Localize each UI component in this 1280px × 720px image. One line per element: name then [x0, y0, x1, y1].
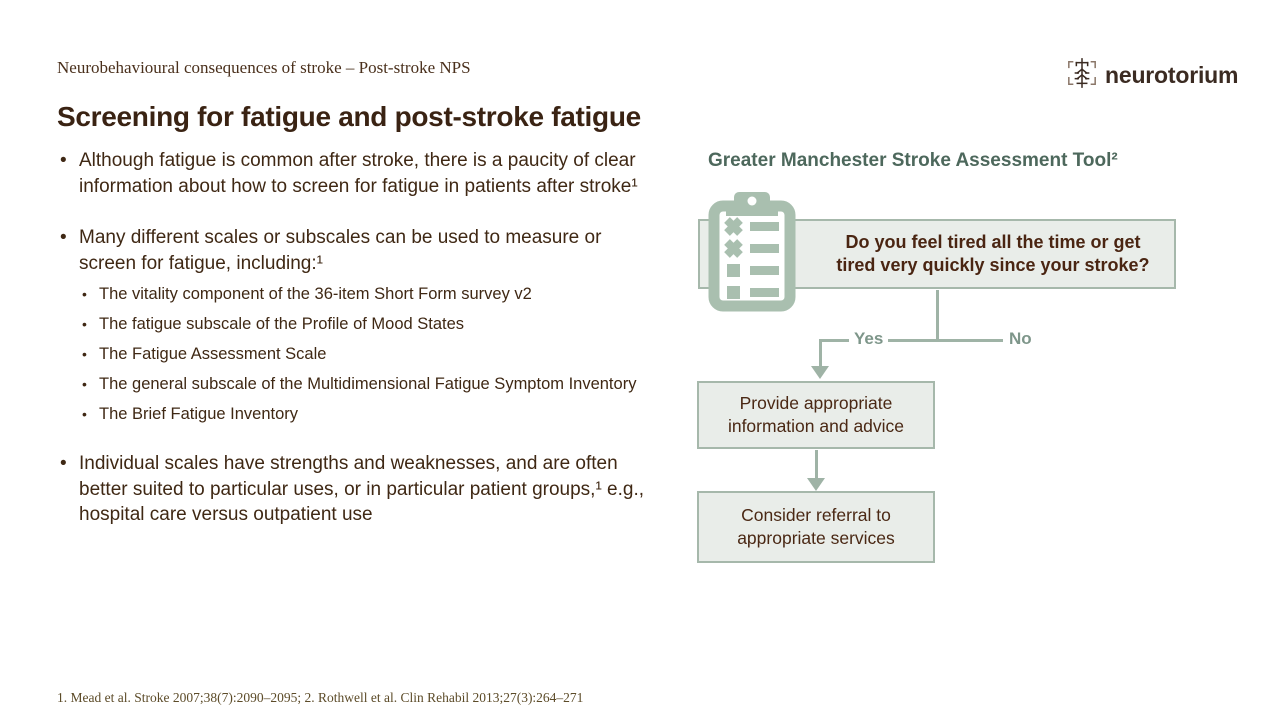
bullet-paucity: • Although fatigue is common after stroke, there is a paucity of clear information about how to screen for fatigue in patients after stroke¹: [57, 148, 649, 199]
footer-references: 1. Mead et al. Stroke 2007;38(7):2090–2095; 2. Rothwell et al. Clin Rehabil 2013;27(3):264–271: [57, 690, 584, 705]
connector-branch-horizontal: [820, 339, 1003, 342]
page-title: Screening for fatigue and post-stroke fatigue: [57, 100, 641, 132]
flowchart-step-provide-info: Provide appropriate information and advice: [697, 381, 935, 449]
neurotorium-logo: [1066, 56, 1238, 95]
flowchart-heading: Greater Manchester Stroke Assessment Tool²: [708, 150, 1118, 171]
connector-question-down: [936, 290, 939, 340]
breadcrumb: Neurobehavioural consequences of stroke – Post-stroke NPS: [57, 58, 471, 77]
sub-bullet-poms: • The fatigue subscale of the Profile of Mood States: [79, 314, 649, 335]
arrowhead-yes: [811, 366, 829, 379]
question-text: Do you feel tired all the time or get tired very quickly since your stroke?: [836, 232, 1150, 275]
neurotorium-brain-icon: [1066, 56, 1098, 95]
logo-wordmark: neurotorium: [1105, 62, 1239, 88]
bullet-column: [57, 148, 649, 528]
scale-sub-list: [79, 284, 649, 425]
connector-yes-down: [819, 339, 822, 367]
bullet-strengths: • Individual scales have strengths and weaknesses, and are often better suited to particular uses, or in particular patient groups,¹ e.g., hospital care versus outpatient use: [57, 451, 649, 528]
sub-bullet-sf36: • The vitality component of the 36-item Short Form survey v2: [79, 284, 649, 305]
clipboard-checklist-icon: [704, 190, 800, 317]
sub-bullet-bfi: • The Brief Fatigue Inventory: [79, 404, 649, 425]
bullet-scales: • Many different scales or subscales can be used to measure or screen for fatigue, including:¹: [57, 225, 649, 276]
branch-label-yes: Yes: [849, 329, 888, 349]
sub-bullet-mfsi: • The general subscale of the Multidimensional Fatigue Symptom Inventory: [79, 374, 649, 395]
flowchart-step-referral: Consider referral to appropriate services: [697, 491, 935, 563]
arrowhead-step: [807, 478, 825, 491]
sub-bullet-fas: • The Fatigue Assessment Scale: [79, 344, 649, 365]
branch-label-no: No: [1009, 329, 1032, 348]
connector-step-down: [815, 450, 818, 479]
